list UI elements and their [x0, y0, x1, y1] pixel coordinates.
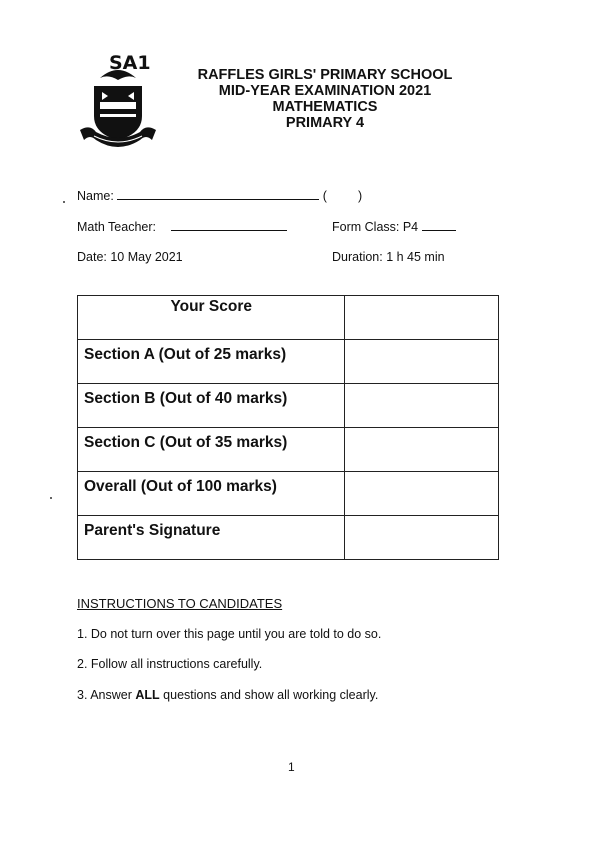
- subject-title: MATHEMATICS: [272, 99, 378, 115]
- stray-mark: [63, 201, 65, 203]
- instructions-title: INSTRUCTIONS TO CANDIDATES: [77, 596, 283, 611]
- school-name: RAFFLES GIRLS' PRIMARY SCHOOL: [197, 67, 453, 83]
- instruction-item: [77, 688, 378, 702]
- score-cell: [345, 472, 499, 516]
- instruction-text: questions and show all working clearly.: [159, 688, 379, 702]
- signature-cell: [345, 516, 499, 560]
- teacher-blank-line: [171, 229, 287, 231]
- teacher-field: [77, 220, 287, 234]
- score-cell: [345, 340, 499, 384]
- instruction-item: 1. Do not turn over this page until you are told to do so.: [77, 627, 382, 641]
- form-class-field: [332, 220, 456, 234]
- form-class-label: Form Class: P4: [332, 220, 419, 234]
- duration-field: Duration: 1 h 45 min: [332, 250, 445, 264]
- table-row: [78, 384, 499, 428]
- sa1-label: SA1: [109, 52, 151, 74]
- index-close: ): [357, 189, 363, 203]
- table-row: [78, 516, 499, 560]
- table-row: [78, 428, 499, 472]
- parent-signature-label: Parent's Signature: [78, 516, 345, 560]
- table-row: [78, 340, 499, 384]
- instruction-emphasis: ALL: [135, 688, 160, 702]
- level-title: PRIMARY 4: [285, 115, 365, 131]
- section-b-label: Section B (Out of 40 marks): [78, 384, 345, 428]
- score-cell: [345, 384, 499, 428]
- date-field: Date: 10 May 2021: [77, 250, 183, 264]
- instruction-text: 3. Answer: [77, 688, 136, 702]
- table-row: [78, 296, 499, 340]
- your-score-header: Your Score: [78, 296, 345, 340]
- teacher-label: Math Teacher:: [77, 220, 156, 234]
- section-c-label: Section C (Out of 35 marks): [78, 428, 345, 472]
- school-crest-icon: [78, 60, 158, 160]
- name-label: Name:: [77, 189, 114, 203]
- page-number: 1: [288, 760, 295, 774]
- name-field: [77, 189, 362, 203]
- stray-mark: [50, 497, 52, 499]
- instruction-item: 2. Follow all instructions carefully.: [77, 657, 263, 671]
- score-table: [77, 295, 499, 560]
- exam-header: [175, 67, 475, 131]
- form-class-blank-line: [422, 229, 456, 231]
- exam-title: MID-YEAR EXAMINATION 2021: [218, 83, 432, 99]
- overall-label: Overall (Out of 100 marks): [78, 472, 345, 516]
- section-a-label: Section A (Out of 25 marks): [78, 340, 345, 384]
- score-cell: [345, 428, 499, 472]
- index-open: (: [322, 189, 327, 203]
- score-cell: [345, 296, 499, 340]
- table-row: [78, 472, 499, 516]
- name-blank-line: [117, 198, 319, 200]
